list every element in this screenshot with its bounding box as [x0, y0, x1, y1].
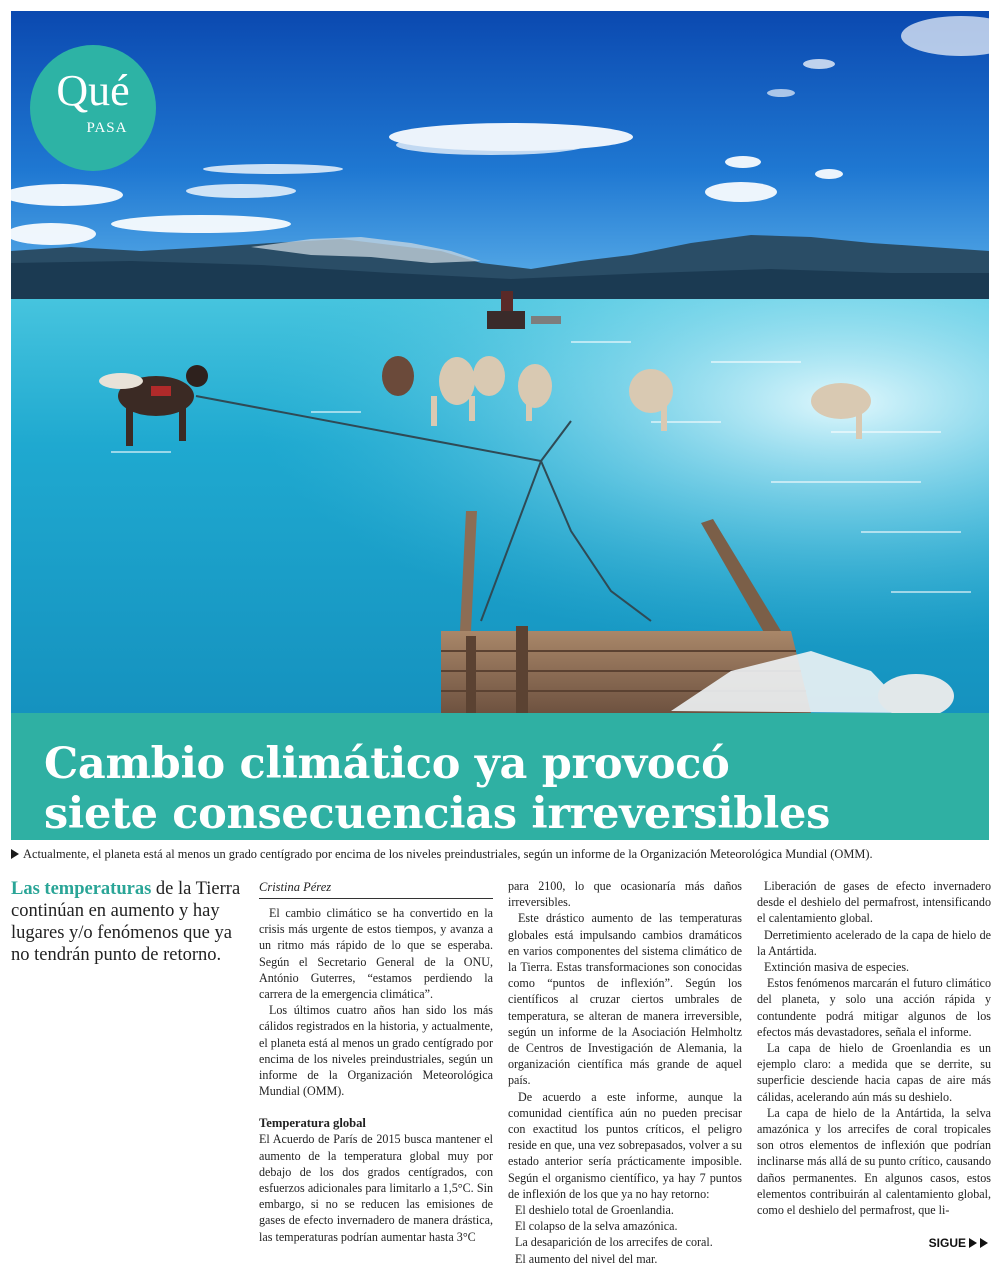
- lede-highlight: Las temperaturas: [11, 879, 152, 899]
- arrow-right-icon: [969, 1238, 977, 1248]
- lede-text: de la Tierra continúan en aumento y hay lugares y/o fenómenos que ya no tendrán punto de retorno.: [11, 879, 241, 965]
- caption-arrow-icon: [11, 849, 19, 859]
- paragraph: El cambio climático se ha convertido en la crisis más urgente de estos tiempos, y avanza a un ritmo más rápido de lo que se esperaba. Según el Secretario General de la ONU, António Guterres, “estamos perdiendo la carrera de la emergencia climática”.: [259, 906, 493, 1002]
- list-item: La desaparición de los arrecifes de coral.: [515, 1235, 713, 1250]
- continue-marker[interactable]: [929, 1236, 988, 1250]
- arrow-right-icon: [980, 1238, 988, 1248]
- paragraph: La capa de hielo de la Antártida, la selva amazónica y los arrecifes de coral tropicales son otros elementos de inflexión que podrían inclinarse más allá de su punto crítico, causando daños permanentes. En algunos casos, estos elementos contribuirán al calentamiento global, como el deshielo del permafrost, que li-: [757, 1105, 991, 1218]
- headline: [44, 739, 974, 839]
- list-item: El colapso de la selva amazónica.: [515, 1219, 678, 1234]
- byline: Cristina Pérez: [259, 878, 493, 899]
- section-badge-main: Qué: [56, 66, 130, 115]
- list-item: Extinción masiva de especies.: [764, 960, 910, 975]
- article-column-2: [508, 878, 742, 1267]
- paragraph: De acuerdo a este informe, aunque la comunidad científica aún no pueden precisar con exactitud los puntos críticos, el peligro reside en que, una vez sobrepasados, volver a su estado anterior sería prácticamente imposible. Según el organismo científico, ya hay 7 puntos de inflexión de los que ya no hay retorno:: [508, 1089, 742, 1201]
- continue-label: SIGUE: [928, 1236, 966, 1250]
- headline-line-1: Cambio climático ya provocó: [44, 739, 730, 789]
- photo-caption: [11, 846, 989, 862]
- list-item: Liberación de gases de efecto invernadero desde el deshielo del permafrost, intensificando el calentamiento global.: [757, 879, 991, 926]
- paragraph: La capa de hielo de Groenlandia es un ejemplo claro: a medida que se derrite, su superficie desciende hacia capas de aire más cálidas, acelerando aún más su deshielo.: [757, 1041, 991, 1104]
- paragraph: Los últimos cuatro años han sido los más cálidos registrados en la historia, y actualmente, el planeta está al menos un grado centígrado por encima de los niveles preindustriales, según un informe de la Organización Meteorológica Mundial (OMM).: [259, 1003, 493, 1099]
- subhead: Temperatura global: [259, 1116, 366, 1131]
- list-item: El aumento del nivel del mar.: [515, 1251, 658, 1266]
- greenland-sled-dogs-meltwater-photo: [11, 11, 989, 713]
- headline-line-2: siete consecuencias irreversibles: [44, 789, 831, 839]
- paragraph: El Acuerdo de París de 2015 busca mantener el aumento de la temperatura global muy por debajo de los dos grados centígrados, con esfuerzos adicionales para limitarlo a 1,5°C. Sin embargo, si no se reducen las emisiones de gases de efecto invernadero de manera drástica, las temperaturas podrían aumentar hasta 3°C: [259, 1132, 493, 1244]
- section-badge-sub: PASA: [86, 120, 128, 136]
- caption-text: Actualmente, el planeta está al menos un grado centígrado por encima de los niveles preindustriales, según un informe de la Organización Meteorológica Mundial (OMM).: [23, 847, 873, 861]
- lede: [11, 878, 246, 966]
- headline-band: [11, 713, 989, 840]
- list-item: El deshielo total de Groenlandia.: [515, 1203, 674, 1218]
- article-column-1: [259, 878, 493, 1245]
- section-badge: [30, 45, 156, 171]
- paragraph: para 2100, lo que ocasionaría más daños irreversibles.: [508, 879, 742, 910]
- paragraph: Este drástico aumento de las temperaturas globales está impulsando cambios dramáticos en varios componentes del sistema climático de la Tierra. Estas transformaciones son conocidas como “puntos de inflexión”. Según los científicos al cruzar ciertos umbrales de temperatura, se alteran de manera irreversible, según un informe de la Asociación Helmholtz de Centros de Investigación de Alemania, la organización científica más grande de aquel país.: [508, 911, 742, 1088]
- paragraph: Estos fenómenos marcarán el futuro climático del planeta, y solo una acción rápida y contundente podrá mitigar algunos de los efectos más devastadores, señala el informe.: [757, 976, 991, 1039]
- list-item: Derretimiento acelerado de la capa de hielo de la Antártida.: [757, 927, 991, 958]
- hero-photo: [11, 11, 989, 713]
- article-column-3: [757, 878, 991, 1218]
